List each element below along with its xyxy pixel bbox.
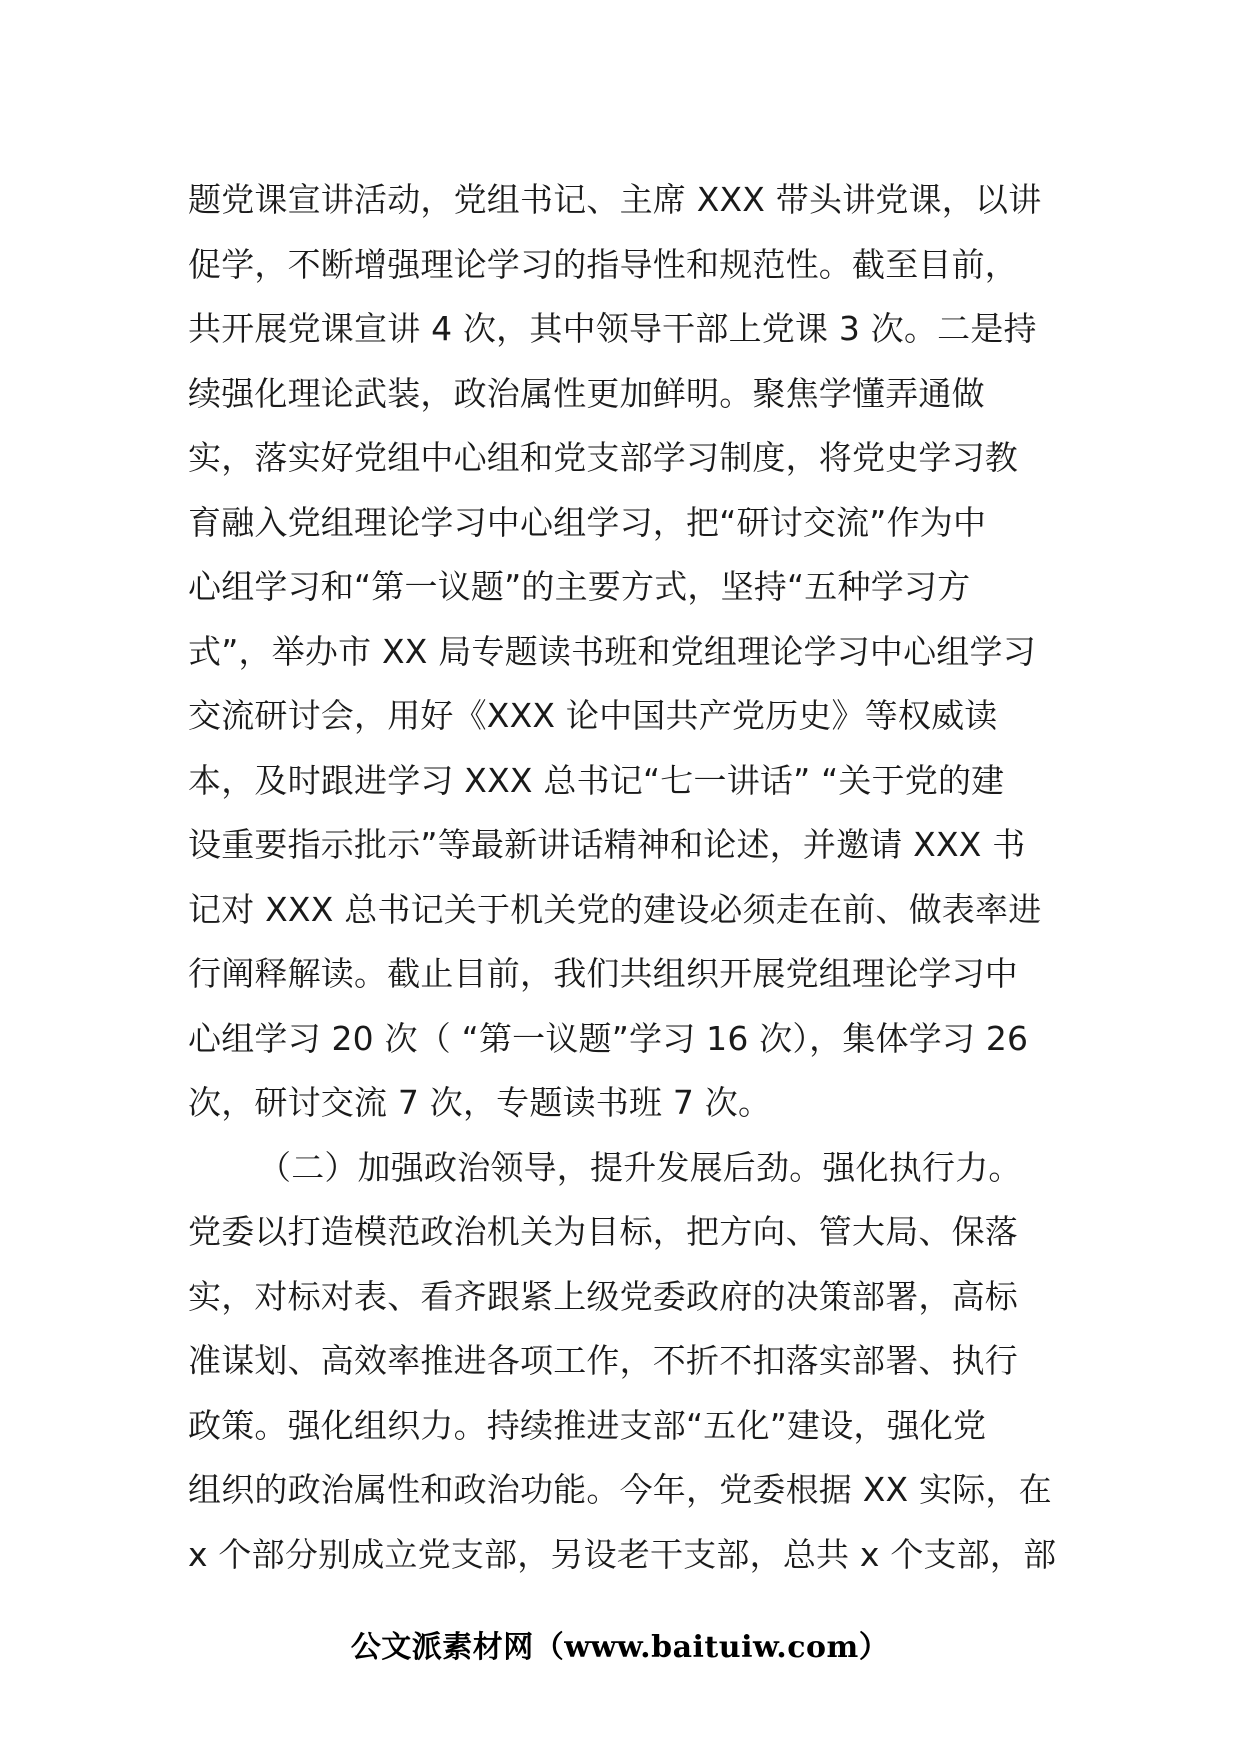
text-line: 实，落实好党组中心组和党支部学习制度，将党史学习教 [188,438,1018,477]
text-line: 促学，不断增强理论学习的指导性和规范性。截至目前， [188,244,1018,284]
text-line: 党委以打造模范政治机关为目标，把方向、管大局、保落 [188,1212,1018,1251]
text-line: 心组学习和“第一议题”的主要方式，坚持“五种学习方 [188,567,971,606]
text-line: 设重要指示批示”等最新讲话精神和论述，并邀请 XXX 书 [188,825,1026,864]
text-line: 育融入党组理论学习中心组学习，把“研讨交流”作为中 [188,502,987,542]
text-line: 式”，举办市 XX 局专题读书班和党组理论学习中心组学习 [188,631,1036,671]
text-line: 续强化理论武装，政治属性更加鲜明。聚焦学懂弄通做 [188,373,985,413]
section-heading-line: （二）加强政治领导，提升发展后劲。强化执行力。 [258,1147,1022,1187]
text-line: 行阐释解读。截止目前，我们共组织开展党组理论学习中 [188,954,1018,993]
text-line: 题党课宣讲活动，党组书记、主席 XXX 带头讲党课，以讲 [188,180,1042,219]
text-line: 实，对标对表、看齐跟紧上级党委政府的决策部署，高标 [188,1276,1018,1316]
text-line: 交流研讨会，用好《XXX 论中国共产党历史》等权威读 [188,696,998,735]
text-line: 政策。强化组织力。持续推进支部“五化”建设，强化党 [188,1405,987,1445]
text-line: 组织的政治属性和政治功能。今年，党委根据 XX 实际，在 [188,1470,1052,1509]
text-line: 心组学习 20 次（ “第一议题”学习 16 次），集体学习 26 [188,1018,1029,1058]
footer-source: 公文派素材网（www.baituiw.com） [350,1630,890,1665]
text-line: 次，研讨交流 7 次，专题读书班 7 次。 [188,1083,772,1122]
text-line: 共开展党课宣讲 4 次，其中领导干部上党课 3 次。二是持 [188,309,1037,348]
text-line: x 个部分别成立党支部，另设老干支部，总共 x 个支部，部 [188,1534,1057,1574]
text-line: 本，及时跟进学习 XXX 总书记“七一讲话” “关于党的建 [188,760,1005,800]
text-line: 准谋划、高效率推进各项工作，不折不扣落实部署、执行 [188,1341,1018,1380]
text-line: 记对 XXX 总书记关于机关党的建设必须走在前、做表率进 [188,889,1042,929]
body-text [188,168,1064,1587]
